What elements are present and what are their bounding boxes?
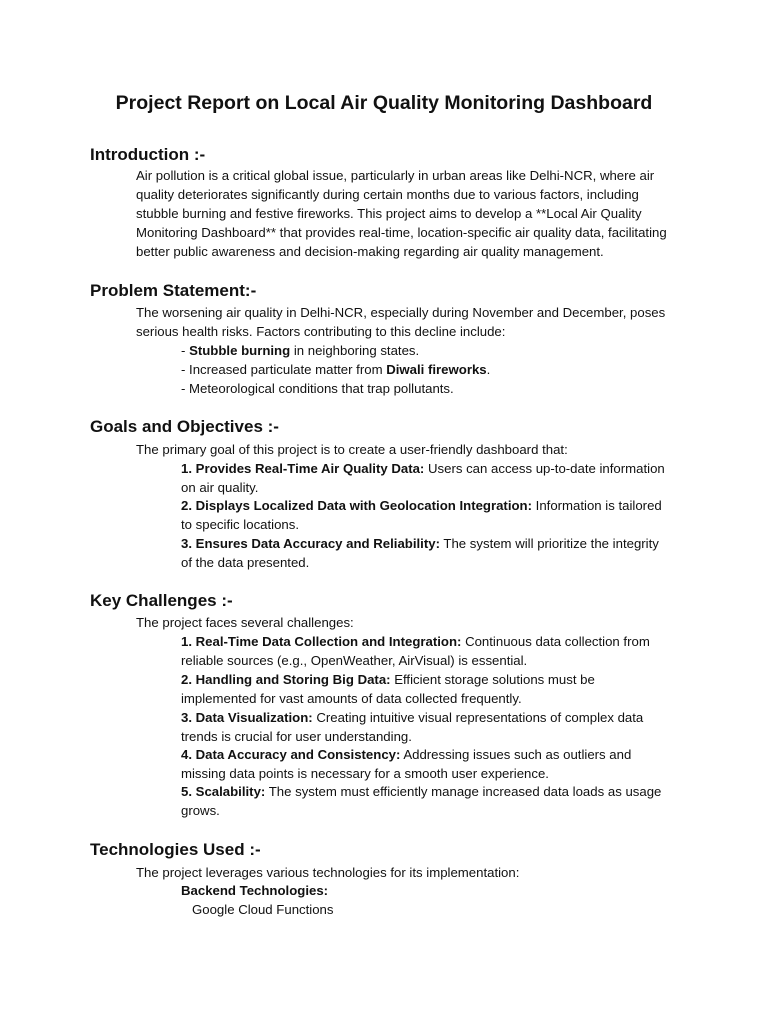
challenge-item-text: Addressing issues such as outliers and missing data points is necessary for a smooth user experience.: [181, 747, 632, 781]
introduction-body: Air pollution is a critical global issue, particularly in urban areas like Delhi-NCR, where air quality deteriorates significantly during certain months due to various factors, including stubble burning and festive fireworks. This project aims to develop a **Local Air Quality Monitoring Dashboard** that provides real-time, location-specific air quality data, facilitating better public awareness and decision-making regarding air quality management.: [136, 168, 667, 259]
challenge-item-title: 4. Data Accuracy and Consistency:: [181, 747, 401, 762]
problem-item: [181, 341, 671, 360]
problem-item-text: -: [181, 343, 190, 358]
problem-item-bold: Stubble burning: [189, 343, 291, 358]
introduction-heading: Introduction :-: [90, 145, 206, 164]
problem-item-text: - Meteorological conditions that trap pollutants.: [181, 381, 454, 396]
problem-body: The worsening air quality in Delhi-NCR, especially during November and December, poses serious health risks. Factors contributing to this decline include:: [136, 305, 666, 339]
backend-technologies-label-text: Backend Technologies:: [181, 883, 329, 898]
problem-item: [181, 360, 671, 379]
challenge-item: [181, 632, 671, 670]
challenges-heading: Key Challenges :-: [90, 591, 233, 610]
problem-item-text: - Increased particulate matter from: [181, 362, 387, 377]
challenge-item-text: Continuous data collection from reliable sources (e.g., OpenWeather, AirVisual) is essential.: [181, 634, 650, 668]
backend-technologies-label: [181, 881, 671, 900]
challenges-intro: The project faces several challenges:: [136, 615, 354, 630]
challenge-item: [181, 708, 671, 746]
challenge-item: [181, 670, 671, 708]
technologies-intro: The project leverages various technologies for its implementation:: [136, 865, 520, 880]
problem-item-text: in neighboring states.: [290, 343, 420, 358]
goal-item-title: 1. Provides Real-Time Air Quality Data:: [181, 461, 425, 476]
document-title: Project Report on Local Air Quality Monitoring Dashboard: [115, 92, 653, 114]
goals-heading: Goals and Objectives :-: [90, 417, 279, 436]
goal-item: [181, 496, 671, 534]
problem-item-bold: Diwali fireworks: [386, 362, 487, 377]
challenge-item-title: 1. Real-Time Data Collection and Integration:: [181, 634, 462, 649]
backend-technology-item: Google Cloud Functions: [192, 902, 334, 917]
goal-item-title: 3. Ensures Data Accuracy and Reliability:: [181, 536, 440, 551]
problem-item-text: .: [486, 362, 491, 377]
challenge-item-title: 3. Data Visualization:: [181, 710, 313, 725]
goal-item: [181, 534, 671, 572]
goal-item-text: Information is tailored to specific locations.: [181, 498, 662, 532]
goals-intro: The primary goal of this project is to create a user-friendly dashboard that:: [136, 442, 568, 457]
goal-item-text: The system will prioritize the integrity of the data presented.: [181, 536, 659, 570]
challenge-item-text: The system must efficiently manage increased data loads as usage grows.: [181, 784, 662, 818]
goal-item-text: Users can access up-to-date information on air quality.: [181, 461, 665, 495]
challenge-item: [181, 745, 671, 783]
goal-item: [181, 459, 671, 497]
goal-item-title: 2. Displays Localized Data with Geolocation Integration:: [181, 498, 532, 513]
problem-item: [181, 379, 671, 398]
problem-heading: Problem Statement:-: [90, 281, 257, 300]
challenge-item-text: Efficient storage solutions must be implemented for vast amounts of data collected frequently.: [181, 672, 595, 706]
challenge-item-text: Creating intuitive visual representations of complex data trends is crucial for user understanding.: [181, 710, 644, 744]
challenge-item-title: 2. Handling and Storing Big Data:: [181, 672, 391, 687]
technologies-heading: Technologies Used :-: [90, 840, 261, 859]
challenge-item: [181, 782, 671, 820]
challenge-item-title: 5. Scalability:: [181, 784, 266, 799]
